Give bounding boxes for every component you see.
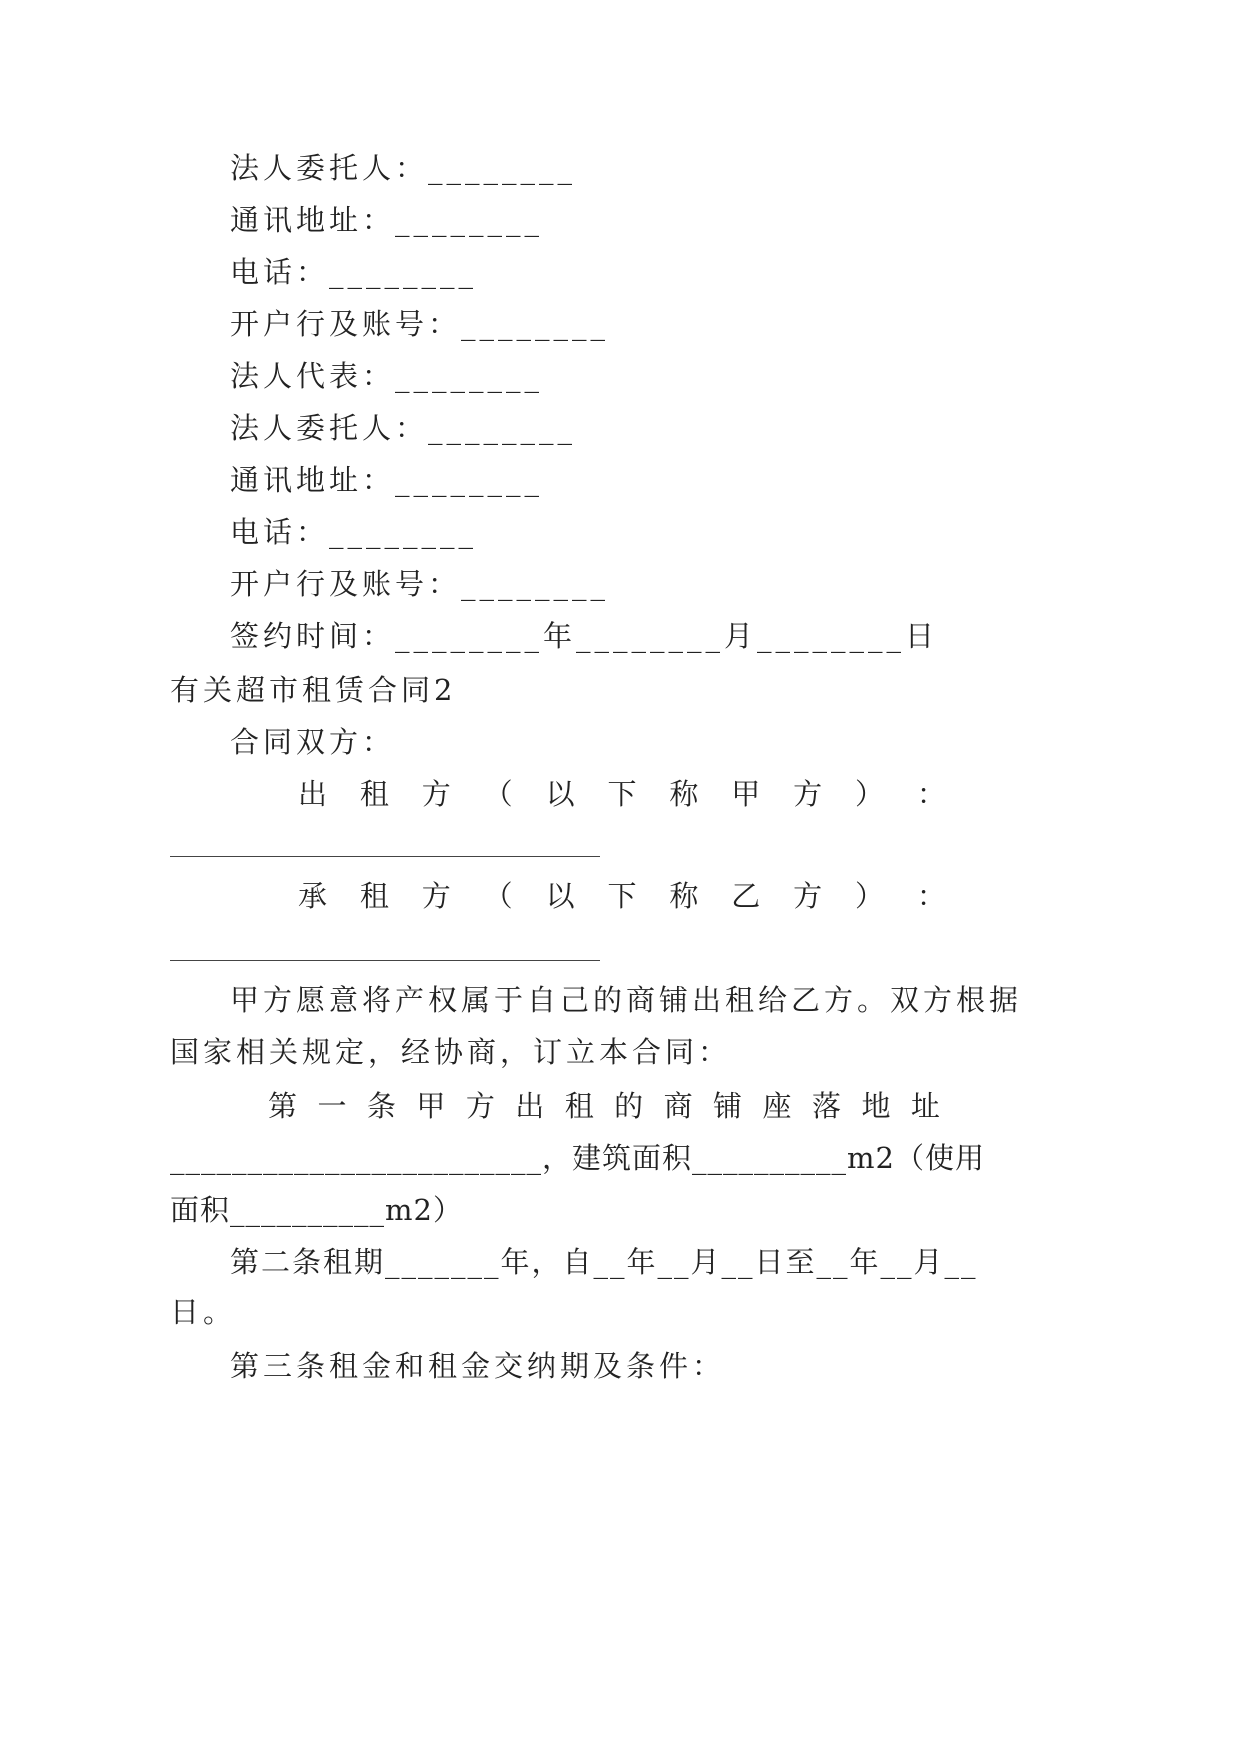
lessee-char: 方 [793,879,823,913]
lessee-blank-line [170,960,600,961]
article-1-char: 地 [861,1089,891,1123]
party-a-address: 通讯地址：________ [230,203,544,237]
article-1-char: 商 [663,1089,693,1123]
lessor-char: 方 [793,777,823,811]
article-1-char: 第 [268,1089,298,1123]
lessor-line [298,774,946,814]
lessee-char: ： [916,879,946,913]
lessee-char: 以 [545,879,575,913]
article-1-line-2: ________________________，建筑面积__________m2（使用 [170,1141,985,1175]
party-a-entrustee: 法人委托人：________ [230,151,577,185]
party-b-legal-rep: 法人代表：________ [230,359,544,393]
article-1-char: 址 [910,1089,940,1123]
sign-date: 签约时间：________年________月________日 [230,619,939,653]
article-1-char: 座 [762,1089,792,1123]
party-b-address: 通讯地址：________ [230,463,544,497]
lessee-char: 下 [607,879,637,913]
article-2-line-1: 第二条租期_______年，自__年__月__日至__年__月__ [230,1245,978,1279]
article-1-char: 条 [366,1089,396,1123]
lessee-char: 方 [421,879,451,913]
lessee-char: 租 [359,879,389,913]
party-a-bank: 开户行及账号：________ [230,307,610,341]
lessor-blank-line [170,856,600,857]
lessor-char: 租 [359,777,389,811]
article-1-char: 铺 [713,1089,743,1123]
article-1-char: 落 [811,1089,841,1123]
lessee-line [298,876,946,916]
article-2-line-2: 日。 [170,1295,237,1329]
intro-line-1: 甲方愿意将产权属于自己的商铺出租给乙方。双方根据 [230,983,1023,1017]
lessee-char: （ [483,879,513,913]
article-1-line-1 [268,1086,940,1126]
lessee-char: 承 [298,879,328,913]
article-3-line-1: 第三条租金和租金交纳期及条件： [230,1349,726,1383]
lessee-char: 称 [669,879,699,913]
lessor-char: 出 [298,777,328,811]
intro-line-2: 国家相关规定，经协商，订立本合同： [170,1035,732,1069]
lessor-char: 甲 [731,777,761,811]
article-1-char: 方 [465,1089,495,1123]
article-1-char: 一 [317,1089,347,1123]
party-b-bank: 开户行及账号：________ [230,567,610,601]
lessor-char: 下 [607,777,637,811]
lessor-char: 以 [545,777,575,811]
lessor-char: （ [483,777,513,811]
parties-label: 合同双方： [230,725,396,759]
contract-title: 有关超市租赁合同2 [170,673,457,707]
lessee-char: 乙 [731,879,761,913]
lessee-char: ） [855,879,885,913]
lessor-char: 称 [669,777,699,811]
lessor-char: ） [855,777,885,811]
article-1-char: 出 [515,1089,545,1123]
lessor-char: ： [916,777,946,811]
article-1-char: 租 [564,1089,594,1123]
article-1-char: 甲 [416,1089,446,1123]
lessor-char: 方 [421,777,451,811]
article-1-line-3: 面积__________m2） [170,1193,463,1227]
article-1-char: 的 [614,1089,644,1123]
party-a-phone: 电话：________ [230,255,478,289]
party-b-phone: 电话：________ [230,515,478,549]
party-b-entrustee: 法人委托人：________ [230,411,577,445]
